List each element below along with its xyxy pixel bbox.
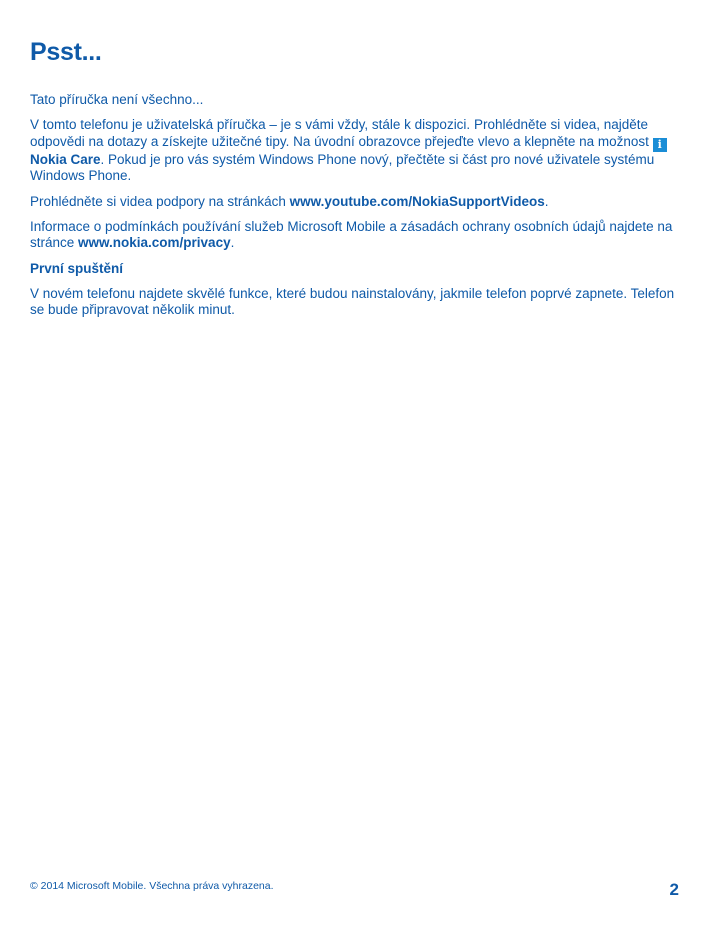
main-content: [30, 92, 682, 328]
privacy-paragraph: [30, 219, 682, 252]
section-heading-first-start: První spuštění: [30, 260, 124, 276]
youtube-link[interactable]: www.youtube.com/NokiaSupportVideos: [289, 193, 545, 209]
privacy-period: .: [230, 235, 235, 251]
videos-paragraph: [30, 194, 682, 211]
nokia-care-label: Nokia Care: [30, 151, 101, 167]
user-guide-text-2: . Pokud je pro vás systém Windows Phone nový, přečtěte si část pro nové uživatele systému Windows Phone.: [30, 151, 655, 184]
page-number: 2: [669, 880, 679, 899]
first-start-paragraph: V novém telefonu najdete skvělé funkce, které budou nainstalovány, jakmile telefon poprvé zapnete. Telefon se bude připravovat několik minut.: [30, 285, 675, 318]
page-title: Psst...: [30, 38, 102, 66]
footer-copyright: © 2014 Microsoft Mobile. Všechna práva vyhrazena.: [30, 880, 274, 892]
info-icon: i: [653, 138, 667, 152]
intro-paragraph: Tato příručka není všechno...: [30, 92, 204, 107]
privacy-link[interactable]: www.nokia.com/privacy: [78, 235, 231, 251]
videos-text: Prohlédněte si videa podpory na stránkách: [30, 193, 290, 209]
user-guide-paragraph: [30, 117, 682, 185]
privacy-text: Informace o podmínkách používání služeb Microsoft Mobile a zásadách ochrany osobních údajů najdete na stránce: [30, 218, 673, 251]
user-guide-text-1: V tomto telefonu je uživatelská příručka – je s vámi vždy, stále k dispozici. Prohlédněte si videa, najděte odpovědi na dotazy a získejte užitečné tipy. Na úvodní obrazovce přejeďte vlevo a klepněte na možnost: [30, 117, 653, 149]
videos-period: .: [544, 193, 549, 209]
